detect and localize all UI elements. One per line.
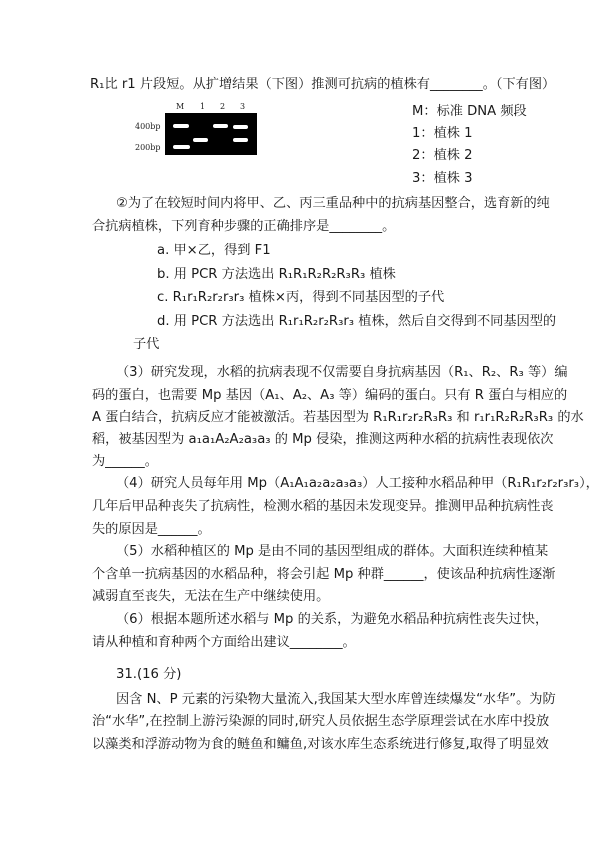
lane-label-m: M (176, 102, 185, 111)
q3-line-5: 为______。 (92, 454, 158, 469)
q6-line-2: 请从种植和育种两个方面给出建议________。 (92, 635, 356, 650)
q6-line-1: （6）根据本题所述水稻与 Mp 的关系，为避免水稻品种抗病性丧失过快， (116, 612, 549, 627)
q31-line-2: 治“水华”,在控制上游污染源的同时,研究人员依据生态学原理尝试在水库中投放 (92, 714, 550, 729)
q4-line-1: （4）研究人员每年用 Mp（A₁A₁a₂a₂a₃a₃）人工接种水稻品种甲（R₁R₁r₂r₂r₃r₃）， (116, 476, 599, 491)
q31-line-1: 因含 N、P 元素的污染物大量流入,我国某大型水库曾连续爆发“水华”。为防 (116, 692, 556, 707)
option-a: a. 甲×乙，得到 F1 (157, 243, 271, 258)
line-1: R₁比 r1 片段短。从扩增结果（下图）推测可抗病的植株有________。（下有图） (90, 77, 556, 92)
lane-label-2: 2 (220, 102, 226, 111)
q5-line-2: 个含单一抗病基因的水稻品种，将会引起 Mp 种群______，使该品种抗病性逐渐 (92, 567, 556, 582)
q5-line-1: （5）水稻种植区的 Mp 是由不同的基因型组成的群体。大面积连续种植某 (116, 544, 549, 559)
band (233, 125, 248, 129)
legend-1: 1：植株 1 (412, 126, 473, 141)
q3-line-1: （3）研究发现，水稻的抗病表现不仅需要自身抗病基因（R₁、R₂、R₃ 等）编 (116, 365, 568, 380)
option-b: b. 用 PCR 方法选出 R₁R₁R₂R₂R₃R₃ 植株 (157, 267, 396, 282)
band (193, 138, 208, 142)
option-d: d. 用 PCR 方法选出 R₁r₁R₂r₂R₃r₃ 植株，然后自交得到不同基因型的 (157, 314, 557, 329)
band (213, 124, 228, 128)
q2-line-1: ②为了在较短时间内将甲、乙、丙三重品种中的抗病基因整合，选育新的纯 (116, 196, 550, 211)
q4-line-2: 几年后甲品种丧失了抗病性，检测水稻的基因未发现变异。推测甲品种抗病性丧 (92, 499, 554, 514)
gel-image (165, 113, 257, 155)
marker-200bp: 200bp (135, 143, 161, 152)
q2-line-2: 合抗病植株，下列育种步骤的正确排序是________。 (92, 219, 396, 234)
band (173, 145, 190, 149)
lane-label-1: 1 (200, 102, 206, 111)
band (173, 124, 189, 128)
marker-400bp: 400bp (135, 122, 161, 131)
legend-2: 2：植株 2 (412, 148, 473, 163)
q3-line-2: 码的蛋白，也需要 Mp 基因（A₁、A₂、A₃ 等）编码的蛋白。只有 R 蛋白与相应的 (92, 388, 568, 403)
legend-3: 3：植株 3 (412, 171, 473, 186)
band (233, 138, 248, 142)
option-d-cont: 子代 (133, 337, 160, 352)
q4-line-3: 失的原因是______。 (92, 522, 211, 537)
legend-m: M：标准 DNA 频段 (412, 104, 527, 119)
q31-line-3: 以藻类和浮游动物为食的鲢鱼和鳙鱼,对该水库生态系统进行修复,取得了明显效 (92, 737, 549, 752)
lane-label-3: 3 (240, 102, 246, 111)
option-c: c. R₁r₁R₂r₂r₃r₃ 植株×丙，得到不同基因型的子代 (157, 290, 445, 305)
question-31-heading: 31.(16 分) (116, 667, 182, 682)
q3-line-3: A 蛋白结合，抗病反应才能被激活。若基因型为 R₁R₁r₂r₂R₃R₃ 和 r₁r₁R₂R₂R₃R₃ 的水 (92, 410, 584, 425)
q5-line-3: 减弱直至丧失，无法在生产中继续使用。 (92, 589, 330, 604)
q3-line-4: 稻，被基因型为 a₁a₁A₂A₂a₃a₃ 的 Mp 侵染，推测这两种水稻的抗病性表现依次 (92, 432, 554, 447)
